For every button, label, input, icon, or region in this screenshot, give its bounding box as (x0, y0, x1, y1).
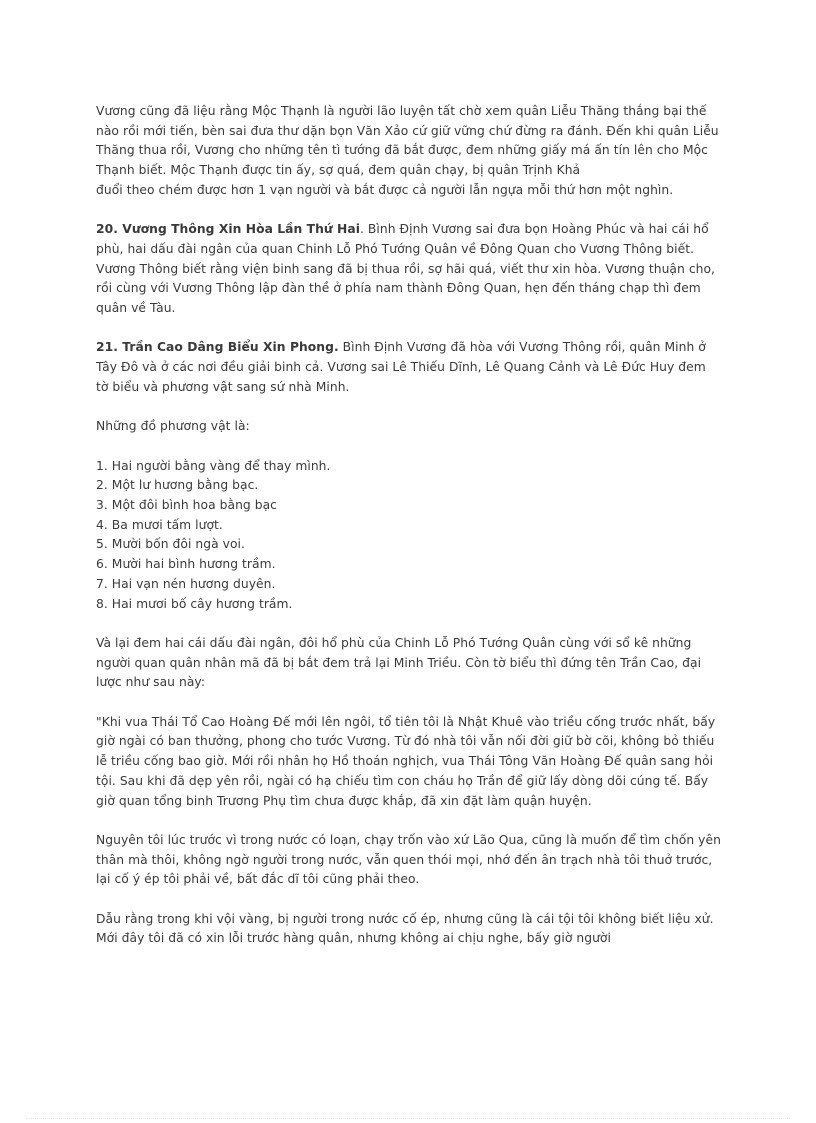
paragraph-intro-text: Vương cũng đã liệu rằng Mộc Thạnh là người lão luyện tất chờ xem quân Liễu Thăng thắng bại thế nào rồi mới tiến, bèn sai đưa thư dặn bọn Văn Xảo cứ giữ vững chứ đừng ra đánh. Đến khi quân Liễu Thăng thua rồi, Vương cho những tên tì tướng đã bắt được, đem những giấy má ấn tín lên cho Mộc Thạnh biết. Mộc Thạnh được tin ấy, sợ quá, đem quân chạy, bị quân Trịnh Khả (96, 104, 719, 178)
section-20-text: . Bình Định Vương sai đưa bọn Hoàng Phúc và hai cái hổ phù, hai dấu đài ngân của quan Chinh Lỗ Phó Tướng Quân về Đông Quan cho Vương Thông biết. Vương Thông biết rằng viện binh sang đã bị thua rồi, sợ hãi quá, viết thư xin hòa. Vương thuận cho, rồi cùng với Vương Thông lập đàn thề ở phía nam thành Đông Quan, hẹn đến tháng chạp thì đem quân về Tàu. (96, 222, 716, 316)
section-20 (96, 220, 722, 319)
section-20-heading: 20. Vương Thông Xin Hòa Lần Thứ Hai (96, 222, 361, 237)
paragraph-memorial-quote: "Khi vua Thái Tổ Cao Hoàng Đế mới lên ngôi, tổ tiên tôi là Nhật Khuê vào triều cống trước nhất, bấy giờ ngài có ban thưởng, phong cho tước Vương. Từ đó nhà tôi vẫn nối đời giữ bờ cõi, không bỏ thiếu lễ triều cống bao giờ. Mới rồi nhân họ Hồ thoán nghịch, vua Thái Tông Văn Hoàng Đế quân sang hỏi tội. Sau khi đã dẹp yên rồi, ngài có hạ chiếu tìm con cháu họ Trần để giữ lấy dòng dõi cúng tế. Bấy giờ quan tổng binh Trương Phụ tìm chưa được khắp, đã xin đặt làm quận huyện. (96, 714, 716, 808)
section-21-heading: 21. Trần Cao Dâng Biểu Xin Phong. (96, 340, 339, 355)
document-body (96, 102, 722, 969)
tribute-list (96, 457, 722, 615)
list-intro: Những đồ phương vật là: (96, 419, 250, 434)
paragraph-intro (96, 102, 722, 201)
paragraph-seals: Và lại đem hai cái dấu đài ngân, đôi hổ phù của Chinh Lỗ Phó Tướng Quân cùng với sổ kê những người quan quân nhân mã đã bị bắt đem trả lại Minh Triều. Còn tờ biểu thì đứng tên Trần Cao, đại lược như sau này: (96, 635, 702, 690)
list-item: 5. Mười bốn đôi ngà voi. (96, 537, 245, 552)
section-21-text: Bình Định Vương đã hòa với Vương Thông rồi, quân Minh ở Tây Đô và ở các nơi đều giải binh cả. Vương sai Lê Thiếu Dĩnh, Lê Quang Cảnh và Lê Đức Huy đem tờ biểu và phương vật sang sứ nhà Minh. (96, 340, 706, 394)
list-item: 1. Hai người bằng vàng để thay mình. (96, 458, 331, 473)
list-item: 3. Một đôi bình hoa bằng bạc (96, 498, 277, 512)
paragraph-origin: Nguyên tôi lúc trước vì trong nước có loạn, chạy trốn vào xứ Lão Qua, cũng là muốn để tìm chốn yên thân mà thôi, không ngờ người trong nước, vẫn quen thói mọi, nhớ đến ân trạch nhà tôi thuở trước, lại cố ý ép tôi phải về, bất đắc dĩ tôi cũng phải theo. (96, 832, 721, 887)
paragraph-last: Dẫu rằng trong khi vội vàng, bị người trong nước cố ép, nhưng cũng là cái tội tôi không biết liệu xử. Mới đây tôi đã có xin lỗi trước hàng quân, nhưng không ai chịu nghe, bấy giờ người (96, 911, 714, 946)
list-item: 7. Hai vạn nén hương duyên. (96, 576, 276, 591)
list-item: 2. Một lư hương bằng bạc. (96, 478, 259, 493)
paragraph-intro-continued: đuổi theo chém được hơn 1 vạn người và bắt được cả người lẫn ngựa mỗi thứ hơn một nghìn. (96, 182, 674, 197)
list-item: 6. Mười hai bình hương trầm. (96, 557, 276, 572)
page-bottom-divider (26, 1118, 790, 1119)
list-item: 4. Ba mươi tấm lượt. (96, 517, 223, 532)
section-21 (96, 338, 722, 397)
list-item: 8. Hai mươi bố cây hương trầm. (96, 596, 293, 611)
